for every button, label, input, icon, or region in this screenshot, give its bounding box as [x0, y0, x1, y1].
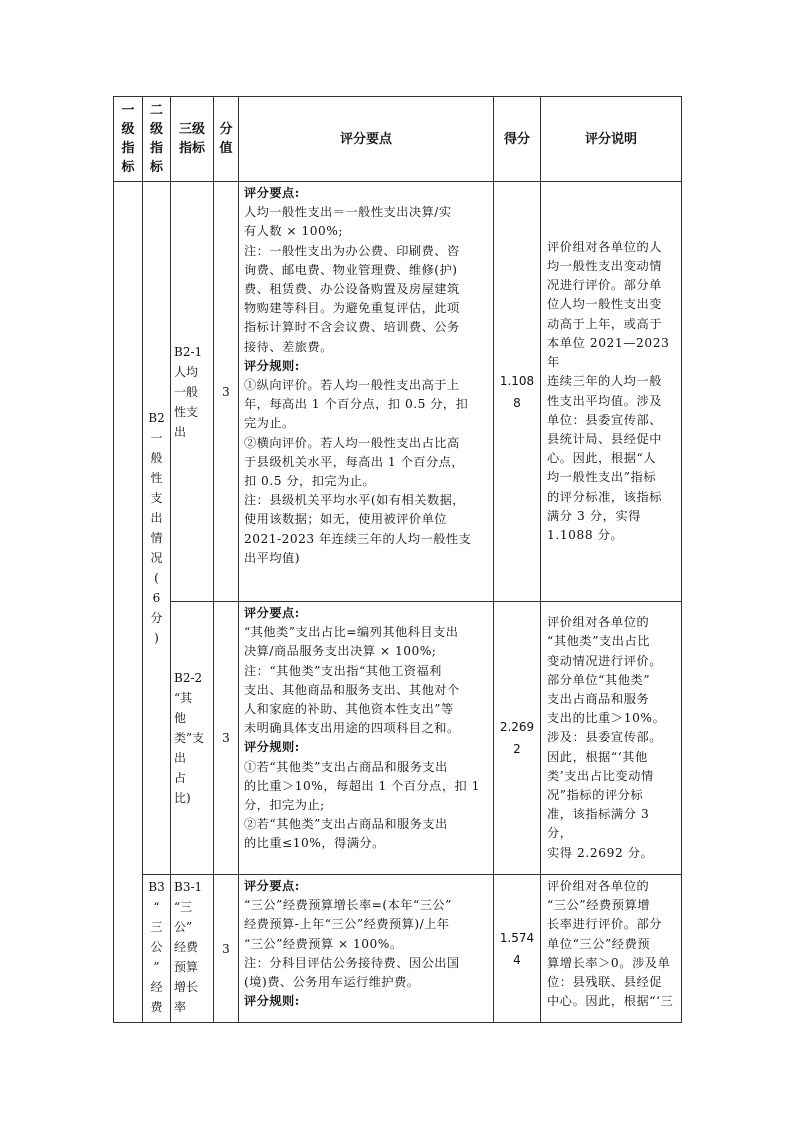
level3-cell — [171, 875, 214, 1023]
header-text: 指 — [121, 141, 135, 156]
level3-text: 占 — [174, 771, 187, 785]
level3-text: “三 — [174, 900, 193, 914]
header-row — [114, 97, 682, 182]
rules-line: 使用该数据；如无，使用被评价单位 — [244, 512, 447, 527]
points-line: (境)费、公务用车运行维护费。 — [244, 975, 420, 990]
rules-heading: 评分规则: — [244, 994, 300, 1009]
level2-text: 公 — [150, 940, 163, 954]
header-value — [214, 97, 239, 182]
header-score: 得分 — [494, 97, 541, 182]
level2-text: 性 — [150, 471, 163, 485]
explanation-line: 县统计局、县经促中 — [547, 431, 663, 446]
points-line: 决算/商品服务支出决算 × 100%; — [244, 644, 437, 659]
points-line: 有人数 × 100%; — [244, 224, 343, 239]
score-text: 1.574 — [499, 930, 535, 945]
explanation-line: 评价组对各单位的 — [547, 879, 650, 893]
points-line: 注：一般性支出为办公费、印刷费、咨 — [244, 243, 460, 258]
level3-text: 类”支出 — [174, 731, 205, 765]
explanation-line: 评价组对各单位的人 — [547, 239, 663, 254]
score-cell — [494, 182, 541, 602]
points-heading: 评分要点: — [244, 879, 300, 893]
points-line: 人均一般性支出＝一般性支出决算/实 — [244, 205, 452, 220]
rules-line: ②若“其他类”支出占商品和服务支出 — [244, 817, 448, 832]
level3-text: 公” — [174, 920, 193, 934]
level2-text: 一 — [150, 431, 163, 445]
explanation-line: 均一般性支出变动情 — [547, 259, 663, 274]
points-line: “其他类”支出占比=编列其他科目支出 — [244, 625, 459, 640]
level2-text: 况 — [150, 551, 163, 565]
score-text: 1.108 — [499, 373, 535, 388]
explanation-line: 类’支出占比变动情 — [547, 768, 654, 783]
points-cell — [239, 602, 494, 875]
explanation-line: “三公”经费预算增 — [547, 898, 651, 913]
level3-text: 预算 — [174, 960, 199, 974]
level2-text: 经 — [150, 980, 163, 994]
explanation-line: 况进行评价。部分单 — [547, 278, 663, 293]
explanation-line: 准，该指标满分 3 分， — [547, 807, 650, 841]
rules-line: 年，每高出 1 个百分点，扣 0.5 分，扣 — [244, 397, 469, 412]
explanation-line: 涉及：县委宣传部。 — [547, 730, 663, 745]
explanation-line: 位：县残联、县经促 — [547, 975, 663, 990]
header-level2 — [143, 97, 171, 182]
explanation-line: 性支出平均值。涉及 — [547, 393, 663, 408]
explanation-line: 实得 2.2692 分。 — [547, 845, 654, 860]
points-line: 费、租赁费、办公设备购置及房屋建筑 — [244, 282, 460, 297]
rules-line: ②横向评价。若人均一般性支出占比高 — [244, 435, 460, 450]
points-line: 指标计算时不含会议费、培训费、公务 — [244, 320, 460, 335]
points-heading: 评分要点: — [244, 186, 300, 200]
score-cell — [494, 875, 541, 1023]
value-cell: 3 — [214, 875, 239, 1023]
rules-line: ①若“其他类”支出占商品和服务支出 — [244, 759, 448, 774]
rules-line: 完为止。 — [244, 416, 295, 431]
level3-text: 人均 — [174, 364, 199, 379]
header-text: 一 — [121, 103, 135, 118]
explanation-line: 单位：县委宣传部、 — [547, 412, 663, 427]
rules-heading: 评分规则: — [244, 740, 300, 755]
header-text: 指标 — [178, 141, 205, 156]
level3-cell — [171, 602, 214, 875]
explanation-line: 单位“三公”经费预 — [547, 936, 651, 951]
level2-text: 费 — [150, 1000, 163, 1014]
points-line: 未明确具体支出用途的四项科目之和。 — [244, 721, 460, 736]
score-text: 8 — [513, 395, 521, 410]
header-explanation: 评分说明 — [541, 97, 682, 182]
header-text: 值 — [219, 141, 233, 156]
points-line: 询费、邮电费、物业管理费、维修(护) — [244, 262, 458, 277]
header-level3 — [171, 97, 214, 182]
rules-line: 扣 0.5 分，扣完为止。 — [244, 474, 376, 489]
score-text: 2 — [513, 742, 521, 756]
level2-text: ( — [154, 571, 159, 585]
explanation-line: 均一般性支出”指标 — [547, 470, 657, 485]
header-level1 — [114, 97, 143, 182]
level3-text: 性支 — [174, 404, 199, 419]
rules-line: 注：县级机关平均水平(如有相关数据， — [244, 493, 465, 508]
points-line: 接待、差旅费。 — [244, 339, 333, 354]
points-line: “三公”经费预算 × 100%。 — [244, 936, 403, 951]
explanation-line: 满分 3 分，实得 — [547, 508, 642, 523]
level3-text: 率 — [174, 1000, 187, 1014]
level1-cell — [114, 182, 143, 1023]
evaluation-table — [113, 96, 682, 1023]
explanation-line: 长率进行评价。部分 — [547, 917, 663, 932]
level3-cell — [171, 182, 214, 602]
score-text: 2.269 — [499, 720, 535, 734]
level2-text: 般 — [150, 451, 163, 465]
explanation-line: 位人均一般性支出变 — [547, 297, 663, 312]
table-row — [114, 602, 682, 875]
rules-line: 分，扣完为止; — [244, 798, 325, 813]
score-cell — [494, 602, 541, 875]
explanation-line: 动高于上年，或高于 — [547, 316, 663, 331]
explanation-line: 况”指标的评分标 — [547, 788, 644, 802]
explanation-line: “其他类”支出占比 — [547, 634, 651, 649]
level2-text: B3 — [148, 880, 165, 894]
points-line: 人和家庭的补助、其他资本性支出”等 — [244, 702, 454, 717]
header-text: 分 — [219, 122, 233, 137]
rules-heading: 评分规则: — [244, 358, 300, 373]
points-heading: 评分要点: — [244, 606, 300, 620]
explanation-line: 支出占商品和服务 — [547, 691, 650, 706]
explanation-line: 支出的比重＞10%。 — [547, 711, 666, 726]
level3-text: 出 — [174, 424, 187, 439]
explanation-line: 算增长率＞0。涉及单 — [547, 955, 671, 970]
explanation-line: 心。因此，根据“人 — [547, 451, 657, 466]
level2-text: 情 — [150, 531, 163, 545]
level2-text: ” — [153, 960, 160, 974]
header-text: 二 — [149, 103, 163, 118]
header-text: 标 — [121, 160, 135, 175]
level3-text: “其 — [174, 691, 193, 705]
level3-text: B2-2 — [174, 671, 203, 685]
rules-line: 2021-2023 年连续三年的人均一般性支 — [244, 531, 472, 546]
rules-line: 的比重＞10%，每超出 1 个百分点，扣 1 — [244, 778, 480, 793]
explanation-line: 因此，根据“‘其他 — [547, 749, 648, 764]
level2-cell — [143, 182, 171, 875]
level2-text: 支 — [150, 491, 163, 505]
points-line: 支出、其他商品和服务支出、其他对个 — [244, 682, 460, 697]
explanation-cell — [541, 182, 682, 602]
table-row — [114, 875, 682, 1023]
explanation-line: 中心。因此，根据“‘三 — [547, 994, 674, 1009]
header-text: 指 — [149, 141, 163, 156]
level2-text: ) — [154, 631, 159, 645]
level2-text: 6 — [152, 591, 161, 605]
level3-text: 增长 — [174, 980, 199, 994]
points-cell — [239, 182, 494, 602]
rules-line: 出平均值) — [244, 550, 301, 565]
rules-line: 的比重≤10%，得满分。 — [244, 836, 385, 851]
score-text: 4 — [513, 952, 521, 967]
points-line: 注：分科目评估公务接待费、因公出国 — [244, 955, 460, 970]
points-line: “三公”经费预算增长率=(本年“三公” — [244, 898, 452, 913]
explanation-line: 部分单位“其他类” — [547, 672, 651, 687]
points-line: 注：“其他类”支出指“其他工资福利 — [244, 663, 442, 678]
explanation-line: 评价组对各单位的 — [547, 615, 650, 630]
header-text: 级 — [121, 122, 135, 137]
explanation-line: 的评分标准，该指标 — [547, 489, 663, 504]
level3-text: B3-1 — [174, 880, 203, 894]
header-points: 评分要点 — [239, 97, 494, 182]
level2-text: 出 — [150, 511, 163, 525]
level2-text: “ — [153, 900, 160, 914]
header-text: 级 — [149, 122, 163, 137]
value-cell: 3 — [214, 182, 239, 602]
explanation-line: 1.1088 分。 — [547, 527, 624, 542]
level3-text: 比) — [174, 791, 191, 805]
header-text: 三级 — [178, 122, 205, 137]
level2-cell — [143, 875, 171, 1023]
points-line: 物购建等科目。为避免重复评估，此项 — [244, 301, 460, 316]
table-row — [114, 182, 682, 602]
header-text: 标 — [149, 160, 163, 175]
level3-text: 经费 — [174, 940, 199, 954]
level2-text: 三 — [150, 920, 163, 934]
value-cell: 3 — [214, 602, 239, 875]
level3-text: 一般 — [174, 384, 199, 399]
rules-line: 于县级机关水平，每高出 1 个百分点， — [244, 454, 465, 469]
explanation-line: 本单位 2021—2023 年 — [547, 335, 670, 370]
explanation-cell — [541, 875, 682, 1023]
explanation-line: 连续三年的人均一般 — [547, 374, 663, 389]
points-cell — [239, 875, 494, 1023]
explanation-cell — [541, 602, 682, 875]
rules-line: ①纵向评价。若人均一般性支出高于上 — [244, 378, 460, 393]
explanation-line: 变动情况进行评价。 — [547, 653, 663, 668]
level2-text: 分 — [150, 611, 163, 625]
level3-text: 他 — [174, 711, 187, 725]
level2-text: B2 — [148, 411, 165, 425]
level3-text: B2-1 — [174, 344, 203, 359]
points-line: 经费预算-上年“三公”经费预算)/上年 — [244, 917, 450, 932]
